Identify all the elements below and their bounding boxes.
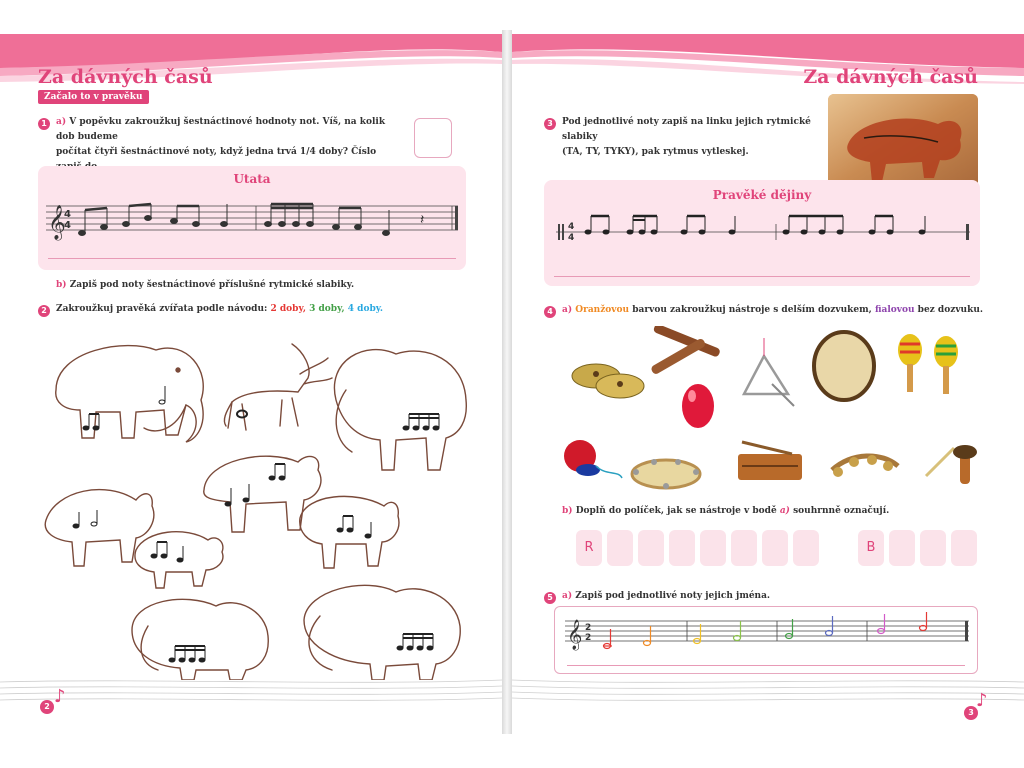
task2-text: [56, 302, 476, 317]
egg-shaker-icon[interactable]: [682, 384, 714, 428]
task-reference: a): [779, 506, 790, 516]
svg-text:𝄽: 𝄽: [420, 212, 425, 228]
page-title: Za dávných časů: [803, 66, 978, 88]
letter-cell[interactable]: [638, 530, 664, 566]
frame-drum-icon[interactable]: [814, 332, 874, 400]
left-page: [0, 34, 502, 734]
wood-block-icon[interactable]: [738, 442, 802, 480]
task-label: a): [56, 117, 67, 127]
task-number-badge: 4: [544, 306, 556, 318]
svg-text:4: 4: [64, 220, 71, 231]
letter-cell[interactable]: [731, 530, 757, 566]
task5-text: [562, 589, 982, 604]
task-line: bez dozvuku.: [917, 305, 984, 315]
task-line: Doplň do políček, jak se nástroje v bodě: [575, 506, 777, 516]
notes-box: [554, 606, 978, 674]
task-label: b): [562, 506, 573, 516]
chapter-badge: Začalo to v pravěku: [38, 90, 149, 104]
task3-text: [562, 115, 832, 160]
task4-a-text: [562, 303, 1002, 318]
task-label: a): [562, 305, 573, 315]
page-number: 3: [964, 706, 978, 720]
task-line: V popěvku zakroužkuj šestnáctinové hodnoty not. Víš, na kolik dob budeme: [56, 117, 386, 142]
task-line: Zapiš pod jednotlivé noty jejich jména.: [575, 591, 771, 601]
cave-painting-image: [828, 94, 978, 190]
half-note: [159, 386, 165, 404]
task-line: Zakroužkuj pravěká zvířata podle návodu:: [56, 304, 268, 314]
sixteenth-notes: [403, 414, 439, 430]
letter-cell[interactable]: R: [576, 530, 602, 566]
task-line: počítat čtyři šestnáctinové noty, když jedna trvá 1/4 doby? Číslo: [56, 147, 377, 157]
right-page: [512, 34, 1024, 734]
footer-lines: [512, 674, 1024, 714]
rhythm-box: [544, 180, 980, 286]
note-group: [225, 464, 285, 506]
note-names-staff: [561, 611, 973, 651]
task-line: souhrnně označují.: [793, 506, 890, 516]
note-group: [151, 542, 183, 562]
footer-lines: [0, 674, 502, 714]
sixteenth-notes: [397, 634, 433, 650]
svg-text:2: 2: [585, 633, 592, 643]
song-box: [38, 166, 466, 270]
letter-cell[interactable]: [793, 530, 819, 566]
task1-b-text: [56, 278, 456, 293]
page-number: 2: [40, 700, 54, 714]
rhythm-staff: [550, 210, 974, 250]
letter-cell[interactable]: [607, 530, 633, 566]
writing-line[interactable]: [48, 258, 456, 259]
svg-text:4: 4: [64, 209, 71, 220]
letter-cell[interactable]: [920, 530, 946, 566]
letter-cell[interactable]: [700, 530, 726, 566]
svg-text:2: 2: [585, 623, 592, 633]
tambourine-icon[interactable]: [632, 459, 700, 489]
music-note-icon: ♪: [976, 690, 988, 711]
jingle-bells-icon[interactable]: [832, 455, 898, 477]
song-title: Utata: [233, 172, 271, 186]
mammoth-icon[interactable]: [132, 599, 268, 680]
prehistoric-animals: [36, 330, 476, 680]
note-group: [73, 510, 97, 528]
bison-icon[interactable]: [204, 456, 321, 532]
rhythm-title: Pravěké dějiny: [712, 188, 812, 202]
note-group: [337, 516, 371, 538]
mammoth-icon[interactable]: [56, 346, 203, 442]
note-pair: [83, 414, 99, 430]
mallet-icon[interactable]: [926, 445, 977, 484]
task-number-badge: 2: [38, 305, 50, 317]
sixteenth-notes: [169, 646, 205, 662]
task-line: Pod jednotlivé noty zapiš na linku jejich rytmické slabiky: [562, 117, 811, 142]
task-label: a): [562, 591, 573, 601]
mammoth-icon[interactable]: [304, 585, 460, 680]
two-beats-label: 2 doby,: [270, 304, 306, 314]
task4-b-text: [562, 504, 1002, 519]
task-number-badge: 1: [38, 118, 50, 130]
music-staff: [42, 194, 462, 246]
letter-cell[interactable]: [669, 530, 695, 566]
writing-line[interactable]: [554, 276, 970, 277]
castanets-icon[interactable]: [564, 440, 622, 478]
claves-icon[interactable]: [650, 326, 721, 375]
violet-word: fialovou: [874, 305, 915, 315]
letter-cell[interactable]: [889, 530, 915, 566]
bison-icon[interactable]: [45, 490, 154, 566]
svg-text:4: 4: [568, 233, 575, 243]
task-label: b): [56, 280, 67, 290]
cymbals-icon[interactable]: [572, 364, 644, 398]
page-margin: [0, 734, 1024, 768]
letter-cell[interactable]: B: [858, 530, 884, 566]
letter-cell[interactable]: [762, 530, 788, 566]
task-number-badge: 5: [544, 592, 556, 604]
task-line: barvou zakroužkuj nástroje s delším dozvukem,: [632, 305, 872, 315]
instruments-area: [562, 326, 982, 496]
three-beats-label: 3 doby,: [309, 304, 345, 314]
whole-note: [237, 411, 247, 418]
triangle-icon[interactable]: [744, 338, 794, 406]
writing-line[interactable]: [567, 665, 965, 666]
svg-text:𝄞: 𝄞: [48, 205, 66, 240]
task-line: Zapiš pod noty šestnáctinové příslušné rytmické slabiky.: [69, 280, 355, 290]
svg-text:4: 4: [568, 222, 575, 232]
maracas-icon[interactable]: [898, 334, 958, 394]
mammoth-icon[interactable]: [334, 350, 466, 470]
book-gutter: [502, 30, 512, 738]
page-title: Za dávných časů: [38, 66, 213, 88]
letter-cell[interactable]: [951, 530, 977, 566]
task-number-badge: 3: [544, 118, 556, 130]
music-note-icon: ♪: [54, 686, 66, 707]
svg-text:𝄞: 𝄞: [567, 620, 583, 650]
answer-box[interactable]: [414, 118, 452, 158]
four-beats-label: 4 doby.: [347, 304, 384, 314]
orange-word: Oranžovou: [575, 305, 630, 315]
task-line: (TA, TY, TYKY), pak rytmus vytleskej.: [562, 147, 749, 157]
